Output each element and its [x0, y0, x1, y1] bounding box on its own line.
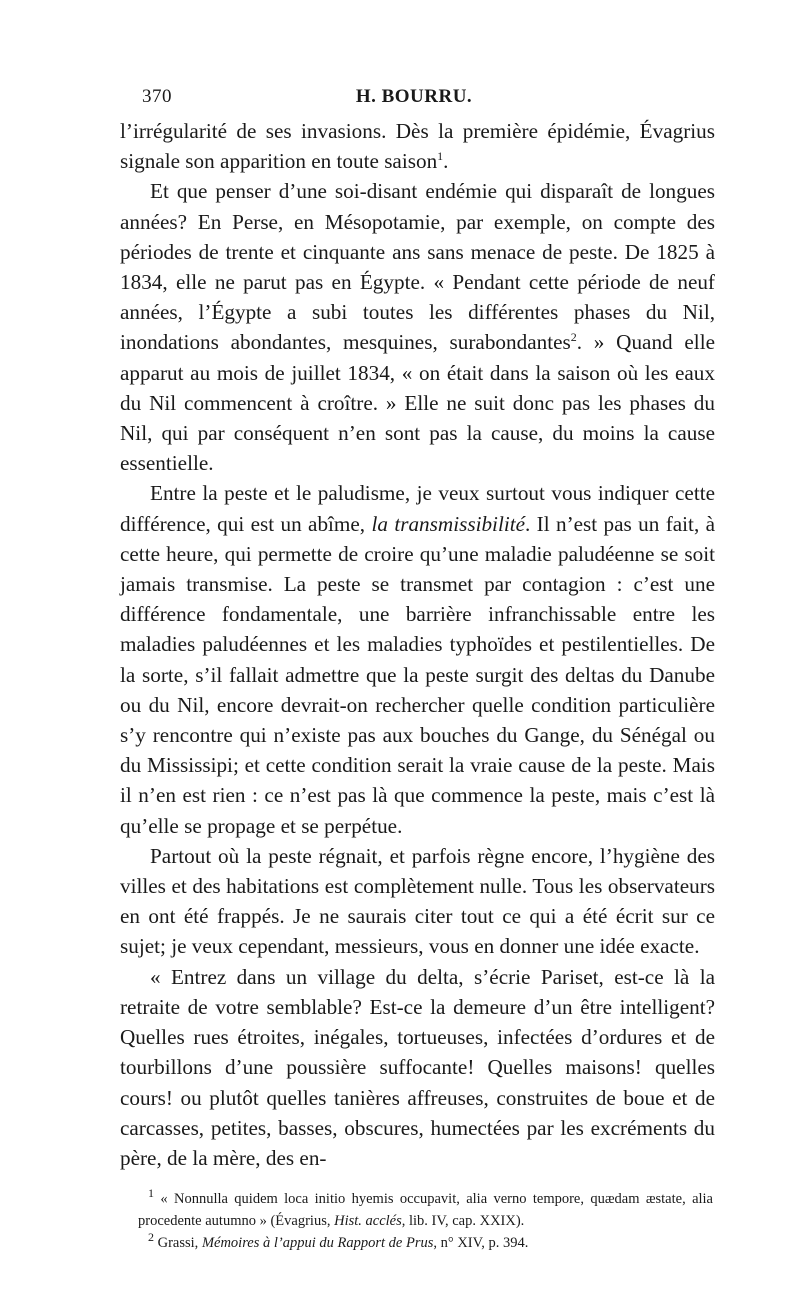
page-number: 370: [142, 86, 172, 107]
body-text: [120, 116, 715, 1173]
running-header: [118, 86, 710, 116]
footnote-reference: 1: [437, 149, 444, 164]
footnote: $^2$ Grassi, Mémoires à l’appui du Rapport de Prus, n° XIV, p. 394.: [148, 1230, 529, 1251]
emphasis: Hist. acclés: [334, 1213, 402, 1229]
emphasis: Mémoires à l’appui du Rapport de Prus: [201, 1235, 434, 1251]
paragraph: Et que penser d’une soi-disant endémie qui disparaît de longues années? En Perse, en Mésopotamie, par exemple, on compte des périodes de trente et cinquante ans sans menace de peste. De 1825 à 1834, elle ne parut pas en Égypte. « Pendant cette période de neuf années, l’Égypte a subi toutes les différentes phases du Nil, inondations abondantes, mesquines, surabondantes$^2$. » Quand elle apparut au mois de juillet 1834, « on était dans la saison où les eaux du Nil commencent à croître. » Elle ne suit donc pas les phases du Nil, qui par conséquent n’en sont pas la cause, du moins la cause essentielle.: [120, 179, 715, 476]
footnotes: [138, 1188, 713, 1254]
paragraph: « Entrez dans un village du delta, s’écrie Pariset, est-ce là la retraite de votre semblable? Est-ce la demeure d’un être intelligent? Quelles rues étroites, inégales, tortueuses, infectées d’ordures et de tourbillons d’une poussière suffocante! Quelles maisons! quelles cours! ou plutôt quelles tanières affreuses, construites de boue et de carcasses, petites, basses, obscures, humectées par les excréments du père, de la mère, des en-: [120, 964, 715, 1170]
paragraph: Partout où la peste régnait, et parfois règne encore, l’hygiène des villes et des habitations est complètement nulle. Tous les observateurs en ont été frappés. Je ne saurais citer tout ce qui a été écrit sur ce sujet; je veux cependant, messieurs, vous en donner une idée exacte.: [120, 843, 715, 959]
paragraph: l’irrégularité de ses invasions. Dès la première épidémie, Évagrius signale son apparition en toute saison$^1$.: [120, 119, 715, 174]
emphasis: la transmissibilité: [371, 511, 526, 536]
footnote-mark: 1: [148, 1186, 154, 1201]
footnote-reference: 2: [570, 330, 577, 345]
paragraph: Entre la peste et le paludisme, je veux surtout vous indiquer cette différence, qui est un abîme, la transmissibilité. Il n’est pas un fait, à cette heure, qui permette de croire qu’une maladie paludéenne se soit jamais transmise. La peste se transmet par contagion : c’est une différence fondamentale, une barrière infranchissable entre les maladies paludéennes et les maladies typhoïdes et pestilentielles. De la sorte, s’il fallait admettre que la peste surgit des deltas du Danube ou du Nil, encore devrait-on rechercher quelle condition particulière s’y rencontre qui n’existe pas aux bouches du Gange, du Sénégal ou du Mississipi; et cette condition serait la vraie cause de la peste. Mais il n’en est rien : ce n’est pas là que commence la peste, mais c’est là qu’elle se propage et se perpétue.: [120, 481, 716, 838]
footnote-mark: 2: [148, 1230, 154, 1245]
footnote: $^1$ « Nonnulla quidem loca initio hyemis occupavit, alia verno tempore, quædam æstate, alia procedente autumno » (Évagrius, Hist. acclés, lib. IV, cap. XXIX).: [138, 1186, 713, 1229]
running-head-author: H. BOURRU.: [355, 86, 473, 107]
